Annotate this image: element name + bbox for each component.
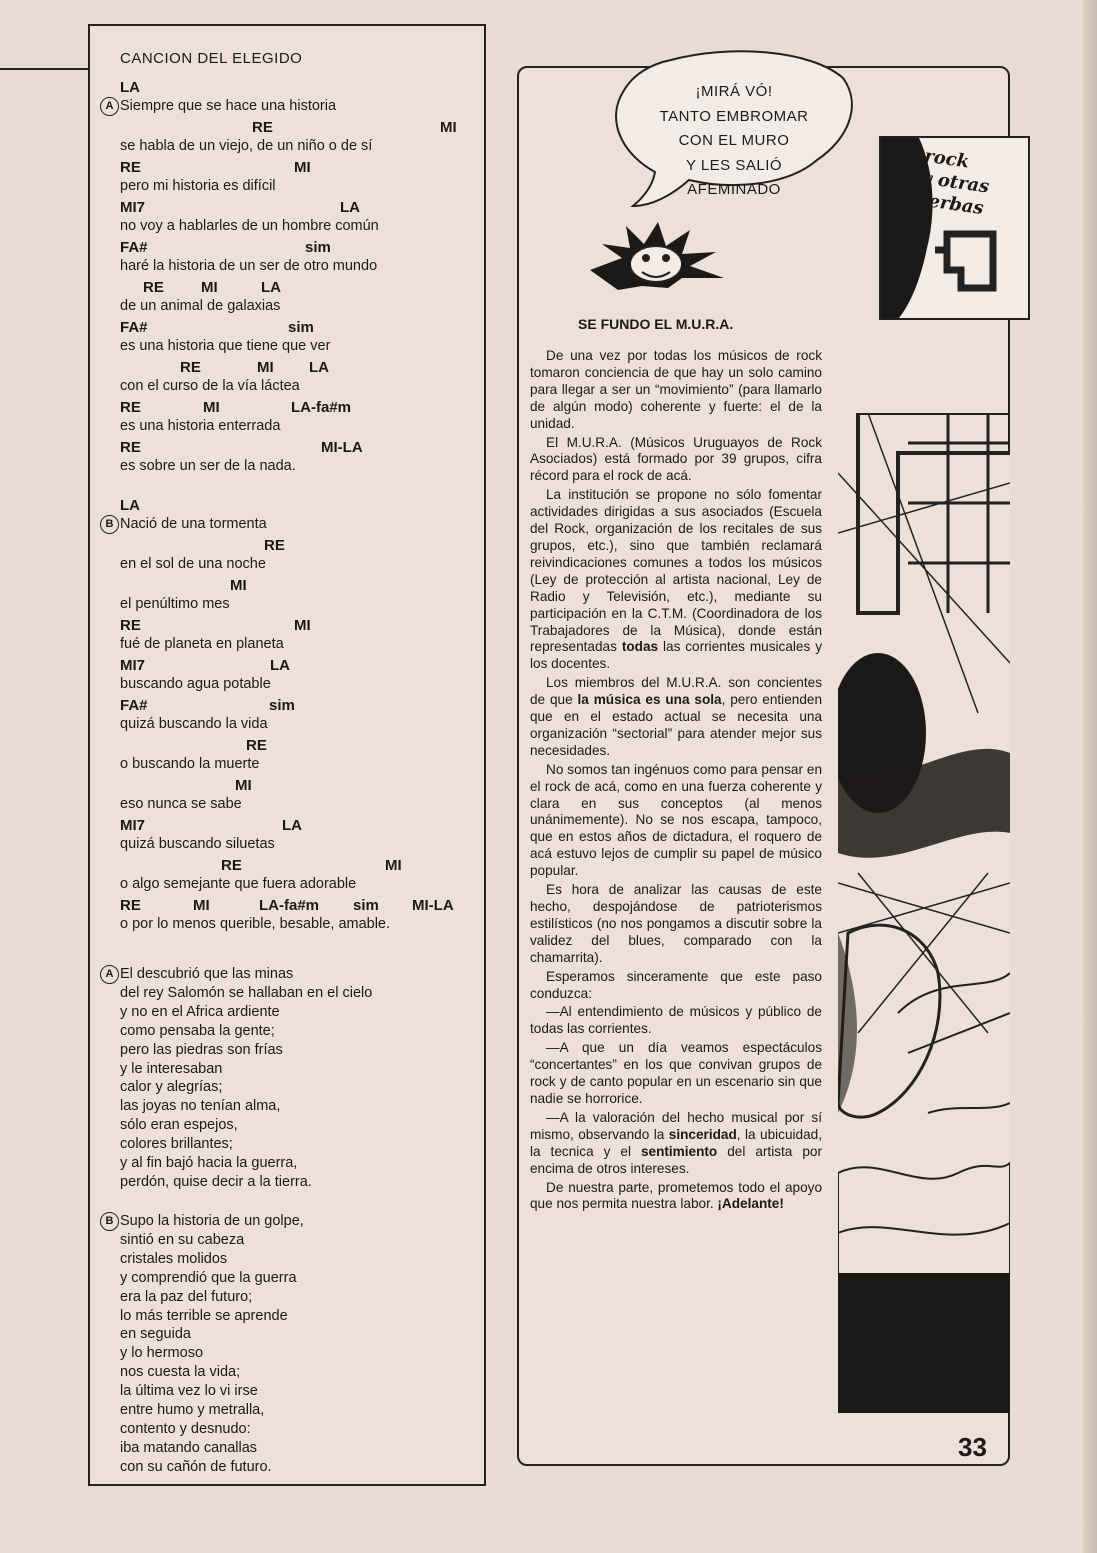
paragraph-text: No somos tan ingénuos como para pensar en el rock de acá, como en una fuerza coherente y clara en sus conceptos (al menos unánimemente). No se nos escapa, tampoco, que en estos años de dictadura, el roquero de acá estuvo lejos de cumplir su papel de músico popular. xyxy=(530,761,822,879)
article-paragraph xyxy=(530,969,822,1003)
lyric-line: es una historia que tiene que ver xyxy=(120,338,331,354)
article-paragraph xyxy=(530,1180,822,1214)
top-rule xyxy=(0,68,92,70)
cartoon-creature-icon xyxy=(582,208,732,292)
article-paragraph xyxy=(530,762,822,880)
chord-symbol: LA-fa#m xyxy=(259,897,320,914)
chord-symbol: RE xyxy=(120,399,141,416)
bubble-line: Y LES SALIÓ xyxy=(685,156,783,174)
article-paragraph xyxy=(530,348,822,433)
badge-line: rock xyxy=(923,145,971,173)
lyric-line: de un animal de galaxias xyxy=(120,298,281,314)
chord-symbol: LA xyxy=(309,359,329,376)
bubble-line: CON EL MURO xyxy=(678,132,790,149)
paragraph-text: las corrientes musicales y los docentes. xyxy=(530,639,822,672)
rock-y-otras-yerbas-logo xyxy=(879,136,1030,320)
section-marker: A xyxy=(100,965,119,984)
lyric-line: Nació de una tormenta xyxy=(120,516,267,532)
paragraph-text: , pero entienden que en el estado actual se necesita una organización “sectorial” para atender mejor sus necesidades. xyxy=(530,692,822,758)
chord-symbol: RE xyxy=(143,279,164,296)
lyric-line: Siempre que se hace una historia xyxy=(120,98,337,114)
chord-symbol: sim xyxy=(353,897,379,914)
lyric-line: no voy a hablarles de un hombre común xyxy=(120,218,379,234)
lyric-line: buscando agua potable xyxy=(120,676,271,692)
illustration-strip-icon xyxy=(838,413,1010,1413)
article-title: SE FUNDO EL M.U.R.A. xyxy=(578,316,734,332)
paragraph-text: Los miembros del M.U.R.A. son concientes de que xyxy=(530,675,822,708)
chord-symbol: MI xyxy=(440,119,457,136)
section-marker: B xyxy=(100,1212,119,1231)
lyric-line: es sobre un ser de la nada. xyxy=(120,458,296,474)
article-paragraph xyxy=(530,1004,822,1038)
page-number: 33 xyxy=(958,1432,987,1462)
chord-symbol: MI xyxy=(203,399,220,416)
chord-symbol: RE xyxy=(180,359,201,376)
chord-symbol: LA xyxy=(340,199,360,216)
bubble-line: ¡MIRÁ VÓ! xyxy=(695,83,773,100)
chord-symbol: MI7 xyxy=(120,199,146,216)
paragraph-text: Es hora de analizar las causas de este hecho, despojándose de patrioterismos estilísticos (no nos pongamos a discutir sobre la validez del blues, comparado con la chamarrita). xyxy=(530,882,822,965)
paragraph-text: —A que un día veamos espectáculos “concertantes” en los que convivan grupos de rock y de canto popular en un escenario sin que nadie se horrorice. xyxy=(530,1040,822,1106)
chord-symbol: RE xyxy=(252,119,273,136)
chord-symbol: MI7 xyxy=(120,657,146,674)
badge-line: yerbas xyxy=(916,189,985,220)
emphasis-text: sentimiento xyxy=(640,1143,718,1159)
chord-symbol: MI xyxy=(257,359,274,376)
chord-symbol: MI xyxy=(235,777,252,794)
verse-text: El descubrió que las minas del rey Salomón se hallaban en el cielo y no en el Africa ardiente como pensaba la gente; pero las piedras son frías y le interesaban calor y alegrías; las joyas no tenían alma, sólo eran espejos, colores brillantes; y al fin bajó hacia la guerra, perdón, quise decir a la tierra. xyxy=(120,966,373,1190)
article-paragraph xyxy=(530,1040,822,1108)
chord-symbol: MI xyxy=(294,159,311,176)
article-paragraph xyxy=(530,487,822,673)
emphasis-text: todas xyxy=(621,639,659,655)
chord-symbol: FA# xyxy=(120,239,148,256)
paragraph-text: El M.U.R.A. (Músicos Uruguayos de Rock Asociados) está formado por 39 grupos, cifra récord para el rock de acá. xyxy=(530,434,822,484)
emphasis-text: sinceridad xyxy=(668,1126,737,1142)
chord-symbol: RE xyxy=(120,617,141,634)
chord-symbol: LA xyxy=(120,79,140,96)
chord-symbol: MI-LA xyxy=(412,897,454,914)
article-paragraph xyxy=(530,1110,822,1178)
lyric-line: o buscando la muerte xyxy=(120,756,260,772)
paragraph-text: La institución se propone no sólo fomentar actividades dirigidas a sus asociados (Escuela del Rock, organización de los recitales de sus grupos, etc.), sino que también reclamará reivindicaciones comunes a todos los músicos (Ley de protección al artista nacional, Ley de Radio y Televisión, etc.), mediante su participación en la C.T.M. (Coordinadora de los Trabajadores de la Música), donde están representadas xyxy=(530,487,822,655)
chord-symbol: MI7 xyxy=(120,817,146,834)
paragraph-text: De una vez por todas los músicos de rock tomaron conciencia de que hay un solo camino para llegar a ser un “movimiento” (para llamarlo de algún modo) coherente y fuerte: el de la unidad. xyxy=(530,348,822,431)
chord-symbol: sim xyxy=(269,697,295,714)
page-edge xyxy=(1083,0,1097,1553)
lyric-line: quizá buscando siluetas xyxy=(120,836,275,852)
badge-text xyxy=(917,146,994,221)
chord-symbol: RE xyxy=(246,737,267,754)
chord-symbol: RE xyxy=(120,897,141,914)
emphasis-text: la música es una sola xyxy=(577,692,722,708)
chord-symbol: LA xyxy=(270,657,290,674)
bubble-text xyxy=(614,80,854,203)
emphasis-text: ¡Adelante! xyxy=(717,1196,784,1212)
lyric-line: pero mi historia es difícil xyxy=(120,178,276,194)
verse-text: Supo la historia de un golpe, sintió en su cabeza cristales molidos y comprendió que la guerra era la paz del futuro; lo más terrible se aprende en seguida y lo hermoso nos cuesta la vida; la última vez lo vi irse entre humo y metralla, contento y desnudo: iba matando canallas con su cañón de futuro. xyxy=(120,1213,304,1475)
chord-symbol: LA xyxy=(261,279,281,296)
lyric-line: el penúltimo mes xyxy=(120,596,230,612)
chord-symbol: MI xyxy=(385,857,402,874)
lyric-line: con el curso de la vía láctea xyxy=(120,378,300,394)
lyric-line: fué de planeta en planeta xyxy=(120,636,284,652)
lyric-line: quizá buscando la vida xyxy=(120,716,268,732)
chord-symbol: MI xyxy=(193,897,210,914)
lyric-line: se habla de un viejo, de un niño o de sí xyxy=(120,138,373,154)
lyric-line: en el sol de una noche xyxy=(120,556,266,572)
bubble-line: TANTO EMBROMAR xyxy=(659,107,809,125)
lyric-line: es una historia enterrada xyxy=(120,418,281,434)
chord-symbol: RE xyxy=(264,537,285,554)
section-marker: B xyxy=(100,515,119,534)
chord-symbol: LA xyxy=(120,497,140,514)
chord-symbol: MI xyxy=(230,577,247,594)
chord-symbol: MI-LA xyxy=(321,439,363,456)
lyric-line: o algo semejante que fuera adorable xyxy=(120,876,357,892)
song-title: CANCION DEL ELEGIDO xyxy=(120,50,303,67)
bubble-line: AFEMINADO xyxy=(687,181,781,198)
paragraph-text: De nuestra parte, prometemos todo el apoyo que nos permita nuestra labor. xyxy=(530,1179,822,1212)
lyric-line: eso nunca se sabe xyxy=(120,796,242,812)
badge-line: y otras xyxy=(919,167,991,198)
chord-symbol: RE xyxy=(221,857,242,874)
chord-symbol: LA xyxy=(282,817,302,834)
chord-symbol: sim xyxy=(305,239,331,256)
lyric-line: o por lo menos querible, besable, amable. xyxy=(120,916,391,932)
chord-symbol: MI xyxy=(294,617,311,634)
article-paragraph xyxy=(530,882,822,967)
article-paragraph xyxy=(530,435,822,486)
lyric-line: haré la historia de un ser de otro mundo xyxy=(120,258,378,274)
paragraph-text: —Al entendimiento de músicos y público de todas las corrientes. xyxy=(530,1004,822,1037)
chord-symbol: RE xyxy=(120,439,141,456)
chord-symbol: FA# xyxy=(120,697,148,714)
paragraph-text: , la ubicuidad, la tecnica y el xyxy=(530,1126,822,1159)
chord-symbol: FA# xyxy=(120,319,148,336)
chord-symbol: sim xyxy=(288,319,314,336)
chord-symbol: RE xyxy=(120,159,141,176)
article-body xyxy=(530,348,822,1215)
song-box xyxy=(88,24,486,1486)
paragraph-text: del artista por encima de otros intereses. xyxy=(530,1143,822,1176)
section-marker: A xyxy=(100,97,119,116)
chord-symbol: LA-fa#m xyxy=(291,399,352,416)
chord-symbol: MI xyxy=(201,279,218,296)
paragraph-text: Esperamos sinceramente que este paso conduzca: xyxy=(530,968,822,1001)
paragraph-text: —A la valoración del hecho musical por sí mismo, observando la xyxy=(530,1109,822,1142)
article-paragraph xyxy=(530,675,822,760)
